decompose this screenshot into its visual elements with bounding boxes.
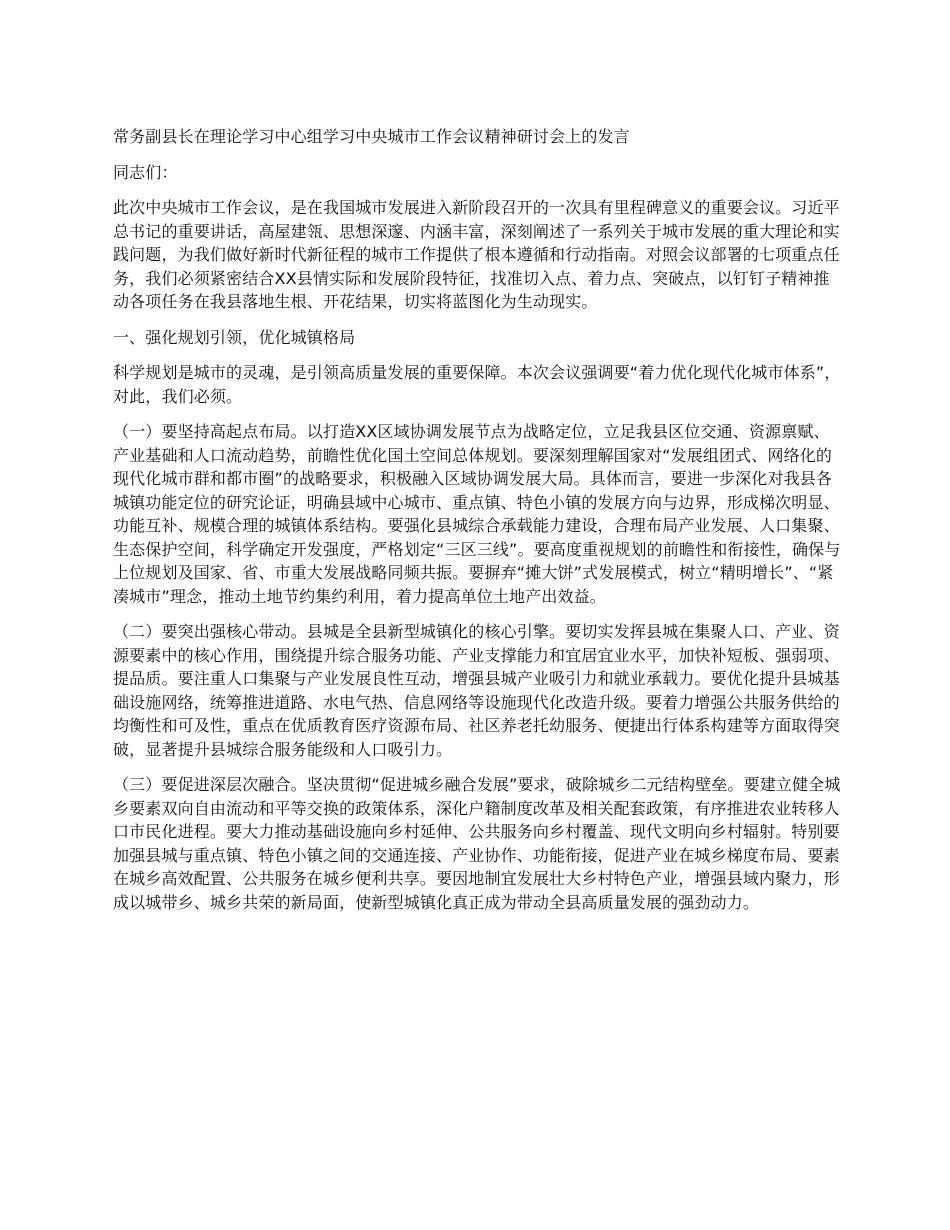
point-2-paragraph: （二）要突出强核心带动。县城是全县新型城镇化的核心引擎。要切实发挥县城在集聚人口、产业、资源要素中的核心作用，围绕提升综合服务功能、产业支撑能力和宜居宜业水平，加快补短板、强弱项、提品质。要注重人口集聚与产业发展良性互动，增强县城产业吸引力和就业承载力。要优化提升县城基础设施网络，统筹推进道路、水电气热、信息网络等设施现代化改造升级。要着力增强公共服务供给的均衡性和可及性，重点在优质教育医疗资源布局、社区养老托幼服务、便捷出行体系构建等方面取得突破，显著提升县城综合服务能级和人口吸引力。 <box>113 622 840 759</box>
intro-paragraph: 此次中央城市工作会议，是在我国城市发展进入新阶段召开的一次具有里程碑意义的重要会议。习近平总书记的重要讲话，高屋建瓴、思想深邃、内涵丰富，深刻阐述了一系列关于城市发展的重大理论和实践问题，为我们做好新时代新征程的城市工作提供了根本遵循和行动指南。对照会议部署的七项重点任务，我们必须紧密结合XX县情实际和发展阶段特征，找准切入点、着力点、突破点，以钉钉子精神推动各项任务在我县落地生根、开花结果，切实将蓝图化为生动现实。 <box>113 198 840 311</box>
point-1-paragraph: （一）要坚持高起点布局。以打造XX区域协调发展节点为战略定位，立足我县区位交通、资源禀赋、产业基础和人口流动趋势，前瞻性优化国土空间总体规划。要深刻理解国家对“发展组团式、网络化的现代化城市群和都市圈”的战略要求，积极融入区域协调发展大局。具体而言，要进一步深化对我县各城镇功能定位的研究论证，明确县域中心城市、重点镇、特色小镇的发展方向与边界，形成梯次明显、功能互补、规模合理的城镇体系结构。要强化县城综合承载能力建设，合理布局产业发展、人口集聚、生态保护空间，科学确定开发强度，严格划定“三区三线”。要高度重视规划的前瞻性和衔接性，确保与上位规划及国家、省、市重大发展战略同频共振。要摒弃“摊大饼”式发展模式，树立“精明增长”、“紧凑城市”理念，推动土地节约集约利用，着力提高单位土地产出效益。 <box>113 422 841 606</box>
section-heading-1: 一、强化规划引领，优化城镇格局 <box>113 327 356 347</box>
document-page <box>113 125 841 926</box>
salutation: 同志们： <box>113 162 178 182</box>
point-3-paragraph: （三）要促进深层次融合。坚决贯彻“促进城乡融合发展”要求，破除城乡二元结构壁垒。要建立健全城乡要素双向自由流动和平等交换的政策体系，深化户籍制度改革及相关配套政策，有序推进农业转移人口市民化进程。要大力推动基础设施向乡村延伸、公共服务向乡村覆盖、现代文明向乡村辐射。特别要加强县城与重点镇、特色小镇之间的交通连接、产业协作、功能衔接，促进产业在城乡梯度布局、要素在城乡高效配置、公共服务在城乡便利共享。要因地制宜发展壮大乡村特色产业，增强县域内聚力，形成以城带乡、城乡共荣的新局面，使新型城镇化真正成为带动全县高质量发展的强劲动力。 <box>113 775 841 912</box>
document-title: 常务副县长在理论学习中心组学习中央城市工作会议精神研讨会上的发言 <box>113 127 630 146</box>
section-1-intro-paragraph: 科学规划是城市的灵魂，是引领高质量发展的重要保障。本次会议强调要“着力优化现代化城市体系”，对此，我们必须。 <box>113 363 841 406</box>
